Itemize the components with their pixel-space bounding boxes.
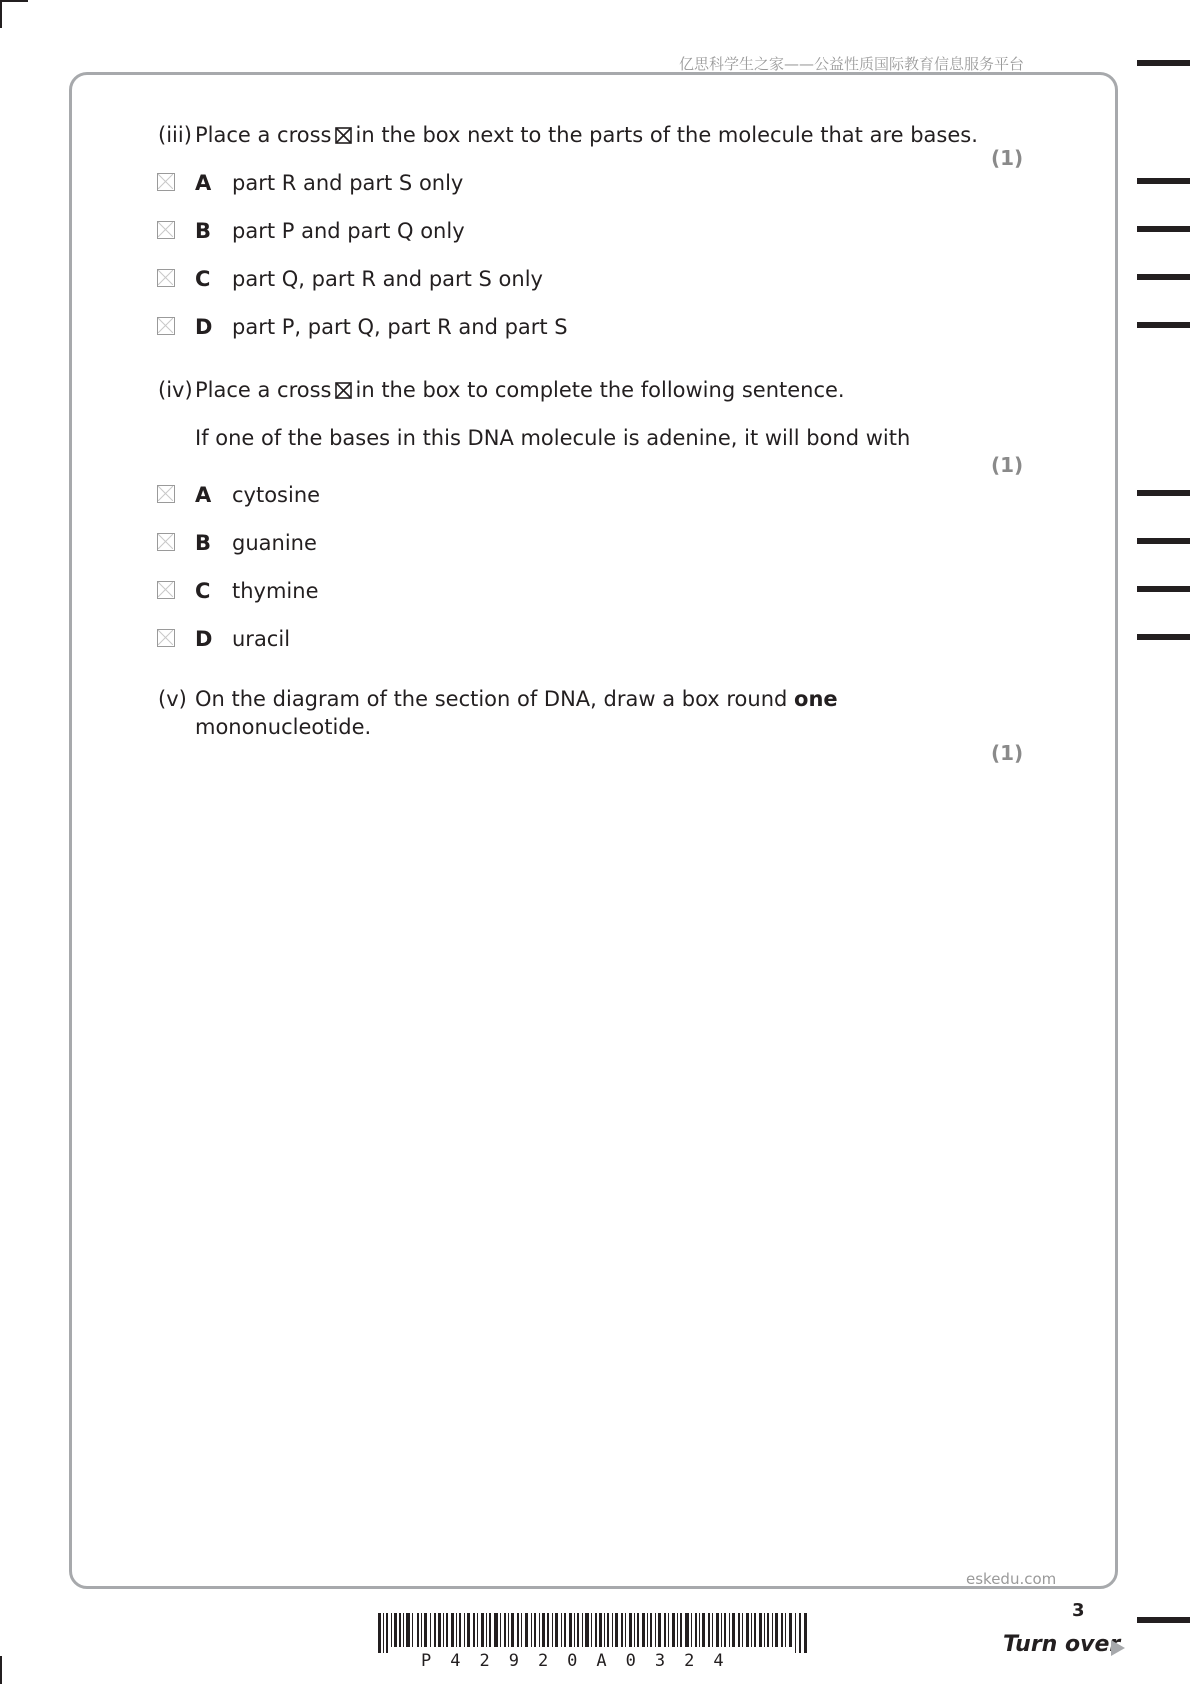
cross-box-icon — [335, 382, 352, 399]
question-text-after: in the box to complete the following sentence. — [355, 378, 845, 402]
option-letter: C — [195, 579, 211, 603]
checkbox[interactable] — [157, 533, 175, 551]
turn-over-label: Turn over — [1003, 1632, 1121, 1657]
mark-allocation: (1) — [991, 146, 1024, 170]
turn-over-arrow-icon — [1111, 1640, 1125, 1656]
question-text-line2: mononucleotide. — [195, 715, 372, 739]
empty-cross-icon — [158, 534, 173, 549]
question-text-before: Place a cross — [195, 123, 332, 147]
empty-cross-icon — [158, 318, 173, 333]
empty-cross-icon — [158, 270, 173, 285]
empty-cross-icon — [158, 174, 173, 189]
question-text — [195, 376, 845, 404]
margin-tick — [1137, 634, 1190, 640]
option-letter: C — [195, 267, 211, 291]
answer-frame — [69, 72, 1118, 1589]
checkbox[interactable] — [157, 221, 175, 239]
checkbox[interactable] — [157, 269, 175, 287]
margin-tick — [1137, 586, 1190, 592]
option-text: part P, part Q, part R and part S — [232, 315, 568, 339]
checkbox[interactable] — [157, 581, 175, 599]
margin-tick — [1137, 322, 1190, 328]
option-letter: B — [195, 531, 212, 555]
question-number: (iv) — [158, 378, 193, 402]
question-text — [195, 685, 838, 713]
question-text-before: Place a cross — [195, 378, 332, 402]
question-text-after: in the box next to the parts of the molecule that are bases. — [355, 123, 978, 147]
option-text: part R and part S only — [232, 171, 464, 195]
option-letter: D — [195, 315, 213, 339]
option-text: thymine — [232, 579, 319, 603]
checkbox[interactable] — [157, 485, 175, 503]
option-text: part Q, part R and part S only — [232, 267, 543, 291]
mark-allocation: (1) — [991, 741, 1024, 765]
question-number: (v) — [158, 687, 187, 711]
option-letter: A — [195, 171, 212, 195]
checkbox[interactable] — [157, 317, 175, 335]
option-text: part P and part Q only — [232, 219, 465, 243]
option-text: uracil — [232, 627, 291, 651]
checkbox[interactable] — [157, 629, 175, 647]
barcode-icon — [378, 1613, 811, 1653]
mark-allocation: (1) — [991, 453, 1024, 477]
question-text-emphasis: one — [794, 687, 838, 711]
crop-mark — [0, 0, 2, 28]
question-sentence: If one of the bases in this DNA molecule is adenine, it will bond with — [195, 426, 911, 450]
crop-mark — [0, 0, 28, 2]
crop-mark — [0, 1656, 2, 1684]
empty-cross-icon — [158, 486, 173, 501]
margin-tick — [1137, 60, 1190, 66]
margin-tick — [1137, 490, 1190, 496]
option-letter: D — [195, 627, 213, 651]
option-letter: B — [195, 219, 212, 243]
checkbox[interactable] — [157, 173, 175, 191]
margin-tick — [1137, 178, 1190, 184]
margin-tick — [1137, 1617, 1190, 1623]
margin-tick — [1137, 226, 1190, 232]
question-text — [195, 121, 978, 149]
margin-tick — [1137, 538, 1190, 544]
option-letter: A — [195, 483, 212, 507]
question-number: (iii) — [158, 123, 192, 147]
option-text: cytosine — [232, 483, 321, 507]
empty-cross-icon — [158, 630, 173, 645]
empty-cross-icon — [158, 582, 173, 597]
empty-cross-icon — [158, 222, 173, 237]
margin-tick — [1137, 274, 1190, 280]
question-text-before: On the diagram of the section of DNA, draw a box round — [195, 687, 788, 711]
cross-box-icon — [335, 127, 352, 144]
site-watermark: eskedu.com — [966, 1570, 1057, 1588]
header-note: 亿思科学生之家——公益性质国际教育信息服务平台 — [679, 55, 1025, 73]
page-number: 3 — [1072, 1600, 1085, 1621]
option-text: guanine — [232, 531, 317, 555]
barcode-number: P42920A0324 — [421, 1651, 743, 1671]
